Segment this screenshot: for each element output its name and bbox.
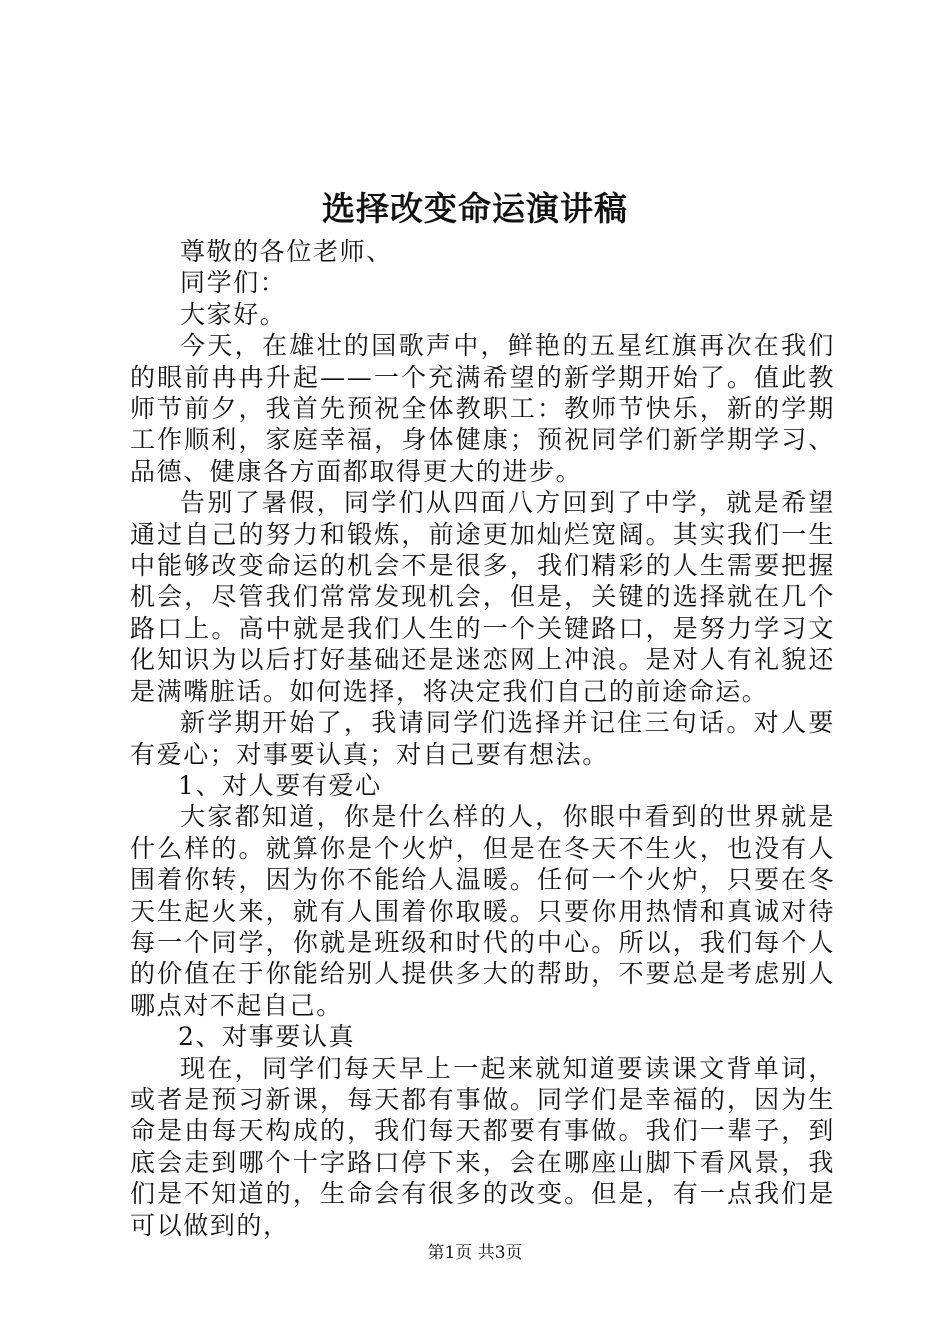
salutation-line: 同学们： bbox=[180, 268, 287, 298]
page-footer: 第1页 共3页 bbox=[427, 1243, 523, 1263]
greeting-line: 大家好。 bbox=[180, 299, 287, 329]
section-heading: 2、对事要认真 bbox=[178, 1022, 356, 1052]
body-paragraph: 告别了暑假，同学们从四面八方回到了中学，就是希望通过自己的努力和锻炼，前途更加灿烂宽阔。其实我们一生中能够改变命运的机会不是很多，我们精彩的人生需要把握机会，尽管我们常常发现机会，但是，关键的选择就在几个路口上。高中就是我们人生的一个关键路口，是努力学习文化知识为以后打好基础还是迷恋网上冲浪。是对人有礼貌还是满嘴脏话。如何选择，将决定我们自己的前途命运。 bbox=[130, 488, 835, 706]
section-heading: 1、对人要有爱心 bbox=[178, 770, 382, 800]
document-body bbox=[130, 236, 835, 1241]
body-paragraph: 新学期开始了，我请同学们选择并记住三句话。对人要有爱心；对事要认真；对自己要有想法。 bbox=[130, 708, 835, 769]
body-paragraph: 大家都知道，你是什么样的人，你眼中看到的世界就是什么样的。就算你是个火炉，但是在冬天不生火，也没有人围着你转，因为你不能给人温暖。任何一个火炉，只要在冬天生起火来，就有人围着你取暖。只要你用热情和真诚对待每一个同学，你就是班级和时代的中心。所以，我们每个人的价值在于你能给别人提供多大的帮助，不要总是考虑别人哪点对不起自己。 bbox=[130, 802, 835, 1020]
salutation-line: 尊敬的各位老师、 bbox=[180, 237, 393, 266]
document-title: 选择改变命运演讲稿 bbox=[322, 189, 628, 228]
body-paragraph: 今天，在雄壮的国歌声中，鲜艳的五星红旗再次在我们的眼前冉冉升起——一个充满希望的新学期开始了。值此教师节前夕，我首先预祝全体教职工：教师节快乐，新的学期工作顺利，家庭幸福，身体健康；预祝同学们新学期学习、品德、健康各方面都取得更大的进步。 bbox=[130, 331, 835, 486]
body-paragraph: 现在，同学们每天早上一起来就知道要读课文背单词，或者是预习新课，每天都有事做。同学们是幸福的，因为生命是由每天构成的，我们每天都要有事做。我们一辈子，到底会走到哪个十字路口停下来，会在哪座山脚下看风景，我们是不知道的，生命会有很多的改变。但是，有一点我们是可以做到的， bbox=[130, 1053, 835, 1240]
